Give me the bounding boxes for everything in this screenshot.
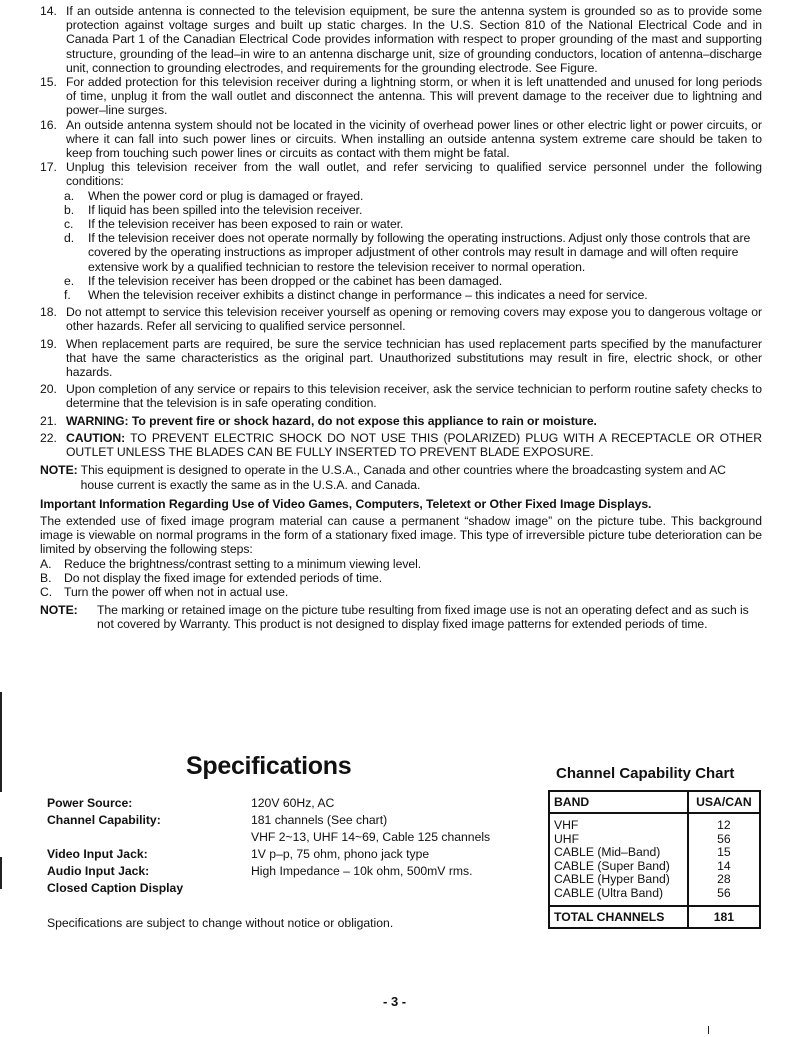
item-text: Unplug this television receiver from the wall outlet, and refer servicing to qualified service personnel under the following conditions: (66, 160, 762, 189)
step-b (40, 571, 762, 585)
caution-body: TO PREVENT ELECTRIC SHOCK DO NOT USE THIS (POLARIZED) PLUG WITH A RECEPTACLE OR OTHER OUTLET UNLESS THE BLADES CAN BE FULLY INSERTED TO PREVENT BLADE EXPOSURE. (66, 430, 762, 460)
note-label: NOTE: (40, 463, 78, 478)
spec-label: Power Source: (47, 796, 133, 810)
spec-label: Audio Input Jack: (47, 864, 150, 878)
count-cell: 56 (688, 887, 760, 906)
band-cell: CABLE (Ultra Band) (554, 885, 664, 900)
note-label: NOTE: (40, 603, 78, 618)
safety-item-21-warning (40, 414, 762, 428)
sub-letter: a. (64, 188, 75, 203)
safety-item-18 (40, 305, 762, 333)
spec-row-channel (47, 812, 607, 829)
note-text: This equipment is designed to operate in the U.S.A., Canada and other countries where the broadcasting system and AC house current is exactly the same as in the U.S.A. and Canada. (80, 463, 726, 492)
header-band: BAND (549, 791, 688, 813)
band-cell: CABLE (Hyper Band) (554, 872, 670, 887)
note-text: The marking or retained image on the picture tube resulting from fixed image use is not an operating defect and as such is not covered by Warranty. This product is not designed to display fixed image patterns for extended periods of time. (97, 603, 749, 632)
specifications-list (47, 795, 607, 897)
item-text: For added protection for this television receiver during a lightning storm, or when it is left unattended and unused for long periods of time, unplug it from the wall outlet and disconnect the antenna. This will prevent damage to the receiver due to lightning and power–line surges. (66, 75, 762, 118)
step-text: Turn the power off when not in actual use. (64, 584, 289, 599)
spec-row-caption (47, 880, 607, 897)
step-letter: A. (40, 556, 52, 571)
sub-item-e (64, 274, 762, 288)
table-row (549, 833, 760, 847)
important-heading: Important Information Regarding Use of Video Games, Computers, Teletext or Other Fixed Image Displays. (40, 496, 652, 511)
specifications-title: Specifications (186, 752, 352, 780)
scan-edge-mark (0, 857, 2, 889)
sub-item-d (64, 231, 762, 274)
band-cell: UHF (554, 831, 580, 846)
safety-item-19 (40, 337, 762, 380)
spec-row-channel-detail (47, 829, 607, 846)
scan-edge-mark (708, 1026, 709, 1034)
item-text: When replacement parts are required, be sure the service technician has used replacement parts specified by the manufacturer that have the same characteristics as the original part. Unauthorized substitutions may result in fire, electric shock, or other hazards. (66, 336, 762, 380)
safety-item-15 (40, 75, 762, 118)
sub-letter: d. (64, 231, 75, 246)
safety-item-20 (40, 382, 762, 410)
band-cell: VHF (554, 818, 579, 832)
sub-text: If the television receiver has been dropped or the cabinet has been damaged. (88, 273, 503, 288)
item-number: 16. (40, 117, 57, 132)
count-cell: 28 (688, 873, 760, 887)
item-text: Do not attempt to service this television receiver yourself as opening or removing covers may expose you to dangerous voltage or other hazards. Refer all servicing to qualified service personnel. (66, 305, 762, 334)
count-cell: 14 (688, 860, 760, 874)
item-number: 22. (40, 430, 57, 445)
spec-value: VHF 2~13, UHF 14~69, Cable 125 channels (251, 830, 491, 844)
note-broadcast-system (40, 463, 762, 491)
spec-row-audio (47, 863, 607, 880)
spec-label (47, 829, 251, 846)
sub-text: When the television receiver exhibits a distinct change in performance – this indicates a need for service. (88, 288, 648, 303)
item-text: An outside antenna system should not be located in the vicinity of overhead power lines or other electric light or power circuits, or where it can fall into such power lines or circuits. When installing an outside antenna system extreme care should be taken to keep from touching such power lines or circuits as contact with them might be fatal. (66, 117, 762, 161)
table-header-row (549, 791, 760, 813)
sub-letter: f. (64, 288, 71, 303)
spec-label: Channel Capability: (47, 813, 161, 827)
total-value: 181 (688, 906, 760, 928)
sub-text: When the power cord or plug is damaged or frayed. (88, 188, 364, 203)
count-cell: 15 (688, 846, 760, 860)
specifications-footnote: Specifications are subject to change without notice or obligation. (47, 916, 394, 930)
band-cell: CABLE (Super Band) (554, 858, 670, 873)
channel-capability-table (548, 790, 761, 929)
step-text: Reduce the brightness/contrast setting to a minimum viewing level. (64, 556, 422, 571)
spec-value: 120V 60Hz, AC (251, 796, 335, 810)
spec-row-video (47, 846, 607, 863)
sub-item-c (64, 217, 762, 231)
safety-instructions (40, 4, 762, 632)
item-number: 19. (40, 336, 57, 351)
sub-item-f (64, 288, 762, 302)
step-letter: C. (40, 584, 53, 599)
band-cell: CABLE (Mid–Band) (554, 845, 661, 860)
spec-value: High Impedance – 10k ohm, 500mV rms. (251, 864, 473, 878)
item-number: 18. (40, 305, 57, 320)
sub-text: If liquid has been spilled into the television receiver. (88, 202, 363, 217)
item-number: 15. (40, 75, 57, 90)
spec-label: Video Input Jack: (47, 847, 148, 861)
scan-edge-mark (0, 692, 2, 792)
sub-item-b (64, 203, 762, 217)
spec-value: 1V p–p, 75 ohm, phono jack type (251, 847, 430, 861)
item-text: Upon completion of any service or repairs to this television receiver, ask the service technician to perform routine safety checks to determine that the television is in safe operating condition. (66, 382, 762, 411)
item-number: 14. (40, 4, 57, 18)
caution-text (66, 431, 762, 459)
safety-item-16 (40, 118, 762, 161)
table-row (549, 887, 760, 906)
table-row (549, 846, 760, 860)
note-warranty (40, 603, 762, 631)
item-number: 17. (40, 160, 57, 175)
table-row (549, 860, 760, 874)
step-text: Do not display the fixed image for extended periods of time. (64, 570, 383, 585)
step-letter: B. (40, 570, 52, 585)
sub-item-a (64, 189, 762, 203)
safety-item-14 (40, 4, 762, 75)
item-number: 21. (40, 413, 57, 428)
total-label: TOTAL CHANNELS (549, 906, 688, 928)
safety-item-22-caution (40, 431, 762, 459)
count-cell: 12 (688, 813, 760, 833)
table-row (549, 813, 760, 833)
table-row (549, 873, 760, 887)
spec-value: 181 channels (See chart) (251, 813, 388, 827)
step-a (40, 557, 762, 571)
sub-letter: c. (64, 217, 74, 232)
spec-label: Closed Caption Display (47, 881, 184, 895)
spec-row-power (47, 795, 607, 812)
important-paragraph: The extended use of fixed image program material can cause a permanent “shadow image” on the picture tube. This background image is viewable on normal programs in the form of a stationary fixed image. This type of irreversible picture tube deterioration can be limited by observing the following steps: (40, 513, 762, 557)
page-number: - 3 - (383, 994, 407, 1009)
sub-letter: b. (64, 202, 75, 217)
item-number: 20. (40, 382, 57, 397)
safety-item-17 (40, 160, 762, 188)
channel-chart-title: Channel Capability Chart (556, 765, 735, 782)
item-text: If an outside antenna is connected to the television equipment, be sure the antenna system is grounded so as to provide some protection against voltage surges and built up static charges. In the U.S. Section 810 of the National Electrical Code and in Canada Part 1 of the Canadian Electrical Code provides information with respect to proper grounding of the mast and supporting structure, grounding of the lead–in wire to an antenna discharge unit, size of grounding conductors, location of antenna–discharge unit, connection to grounding electrodes, and requirements for the grounding electrode. See Figure. (66, 4, 762, 75)
step-c (40, 585, 762, 599)
caution-label: CAUTION: (66, 430, 126, 445)
warning-text: WARNING: To prevent fire or shock hazard, do not expose this appliance to rain or moisture. (66, 413, 597, 428)
header-usa-can: USA/CAN (688, 791, 760, 813)
sub-letter: e. (64, 273, 75, 288)
count-cell: 56 (688, 833, 760, 847)
sub-text: If the television receiver does not operate normally by following the operating instructions. Adjust only those controls that are covered by the operating instructions as improper adjustment of other controls may result in damage and will often require extensive work by a qualified technician to restore the television receiver to normal operation. (88, 231, 751, 274)
sub-text: If the television receiver has been exposed to rain or water. (88, 217, 404, 232)
table-total-row (549, 906, 760, 928)
